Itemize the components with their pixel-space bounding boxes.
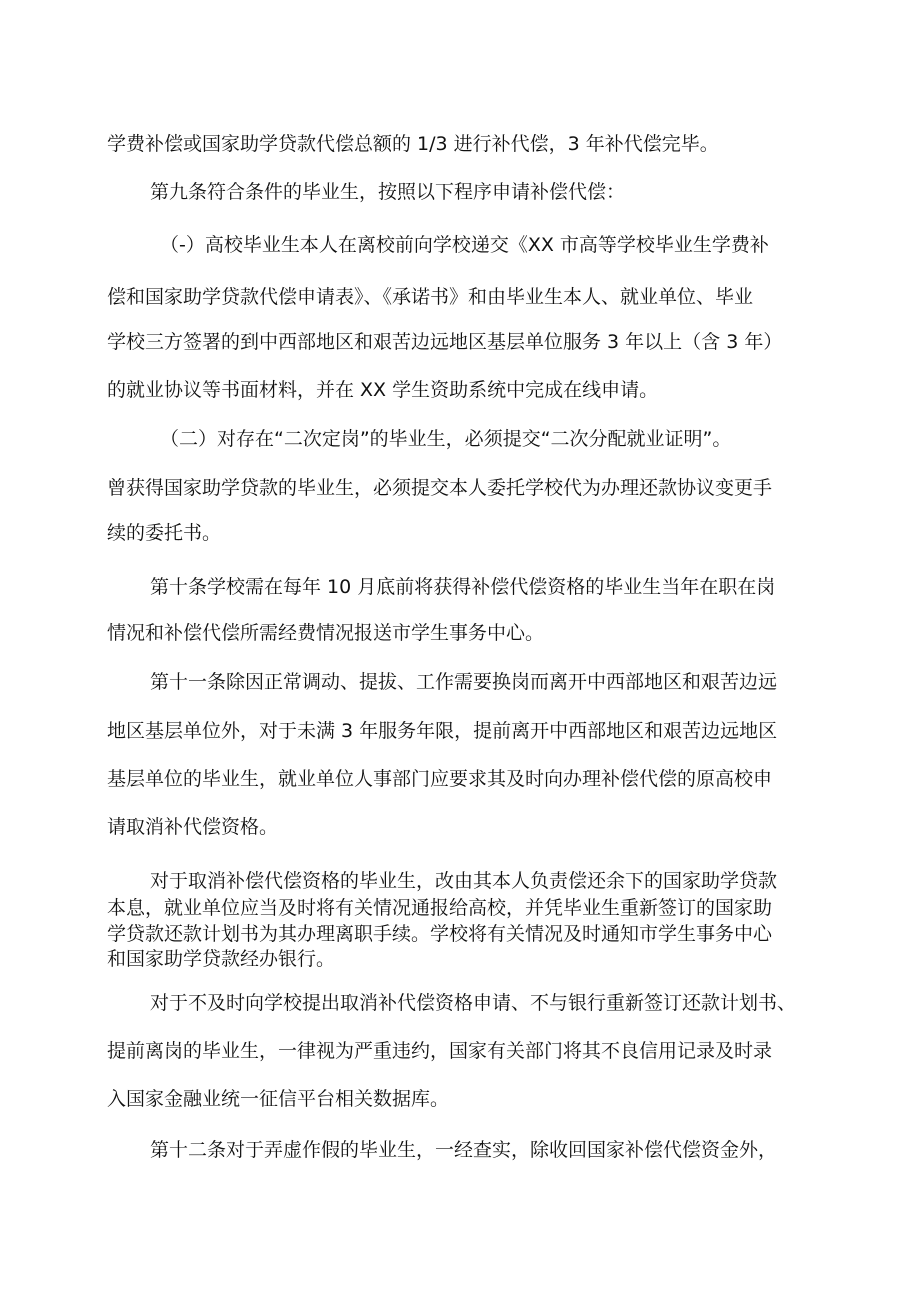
text-line: 学贷款还款计划书为其办理离职手续。学校将有关情况及时通知市学生事务中心 bbox=[107, 923, 773, 945]
text-line: 曾获得国家助学贷款的毕业生，必须提交本人委托学校代为办理还款协议变更手 bbox=[107, 477, 773, 499]
text-line: 地区基层单位外，对于未满 3 年服务年限，提前离开中西部地区和艰苦边远地区 bbox=[107, 720, 778, 742]
article-10-paragraph: 第十条学校需在每年 10 月底前将获得补偿代偿资格的毕业生当年在职在岗 bbox=[150, 576, 776, 598]
text-line: 的就业协议等书面材料，并在 XX 学生资助系统中完成在线申请。 bbox=[107, 379, 659, 401]
text-line: 入国家金融业统一征信平台相关数据库。 bbox=[107, 1088, 450, 1110]
text-line: 学费补偿或国家助学贷款代偿总额的 1/3 进行补代偿，3 年补代偿完毕。 bbox=[107, 133, 719, 155]
text-line: 偿和国家助学贷款代偿申请表》、《承诺书》和由毕业生本人、就业单位、毕业 bbox=[107, 286, 754, 308]
text-line: 对于取消补偿代偿资格的毕业生，改由其本人负责偿还余下的国家助学贷款 bbox=[150, 870, 778, 892]
article-12-paragraph: 第十二条对于弄虚作假的毕业生，一经查实，除收回国家补偿代偿资金外， bbox=[150, 1139, 778, 1161]
text-line: 情况和补偿代偿所需经费情况报送市学生事务中心。 bbox=[107, 622, 545, 644]
text-line: 和国家助学贷款经办银行。 bbox=[107, 948, 336, 970]
text-line: 提前离岗的毕业生，一律视为严重违约，国家有关部门将其不良信用记录及时录 bbox=[107, 1040, 773, 1062]
text-line: 基层单位的毕业生，就业单位人事部门应要求其及时向办理补偿代偿的原高校申 bbox=[107, 768, 773, 790]
text-line: 续的委托书。 bbox=[107, 522, 222, 544]
text-line: 学校三方签署的到中西部地区和艰苦边远地区基层单位服务 3 年以上（含 3 年） bbox=[107, 331, 783, 353]
article-11-paragraph: 第十一条除因正常调动、提拔、工作需要换岗而离开中西部地区和艰苦边远 bbox=[150, 671, 778, 693]
text-line: 请取消补代偿资格。 bbox=[107, 816, 279, 838]
article-9-heading: 第九条符合条件的毕业生，按照以下程序申请补偿代偿： bbox=[150, 181, 626, 203]
text-line: （二）对存在“二次定岗”的毕业生，必须提交“二次分配就业证明”。 bbox=[160, 428, 732, 450]
text-line: 本息，就业单位应当及时将有关情况通报给高校，并凭毕业生重新签订的国家助 bbox=[107, 897, 773, 919]
text-line: 对于不及时向学校提出取消补代偿资格申请、不与银行重新签订还款计划书、 bbox=[150, 992, 797, 1014]
text-line: （-）高校毕业生本人在离校前向学校递交《XX 市高等学校毕业生学费补 bbox=[160, 234, 769, 256]
